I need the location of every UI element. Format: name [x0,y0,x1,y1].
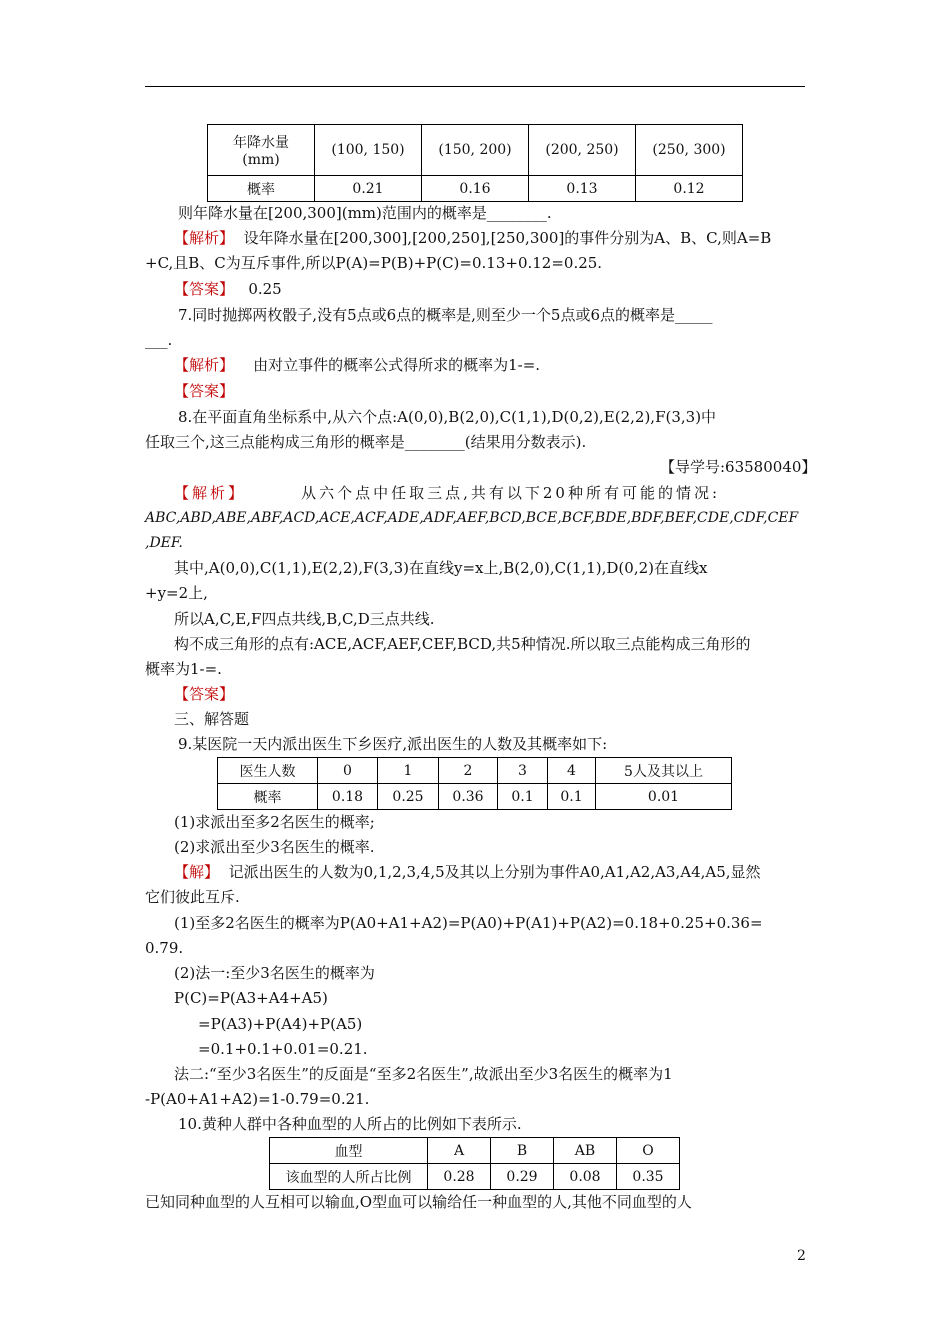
table-cell: 0.18 [318,784,378,810]
page-number: 2 [797,1248,806,1264]
q8-stem-line-2: 任取三个,这三点能构成三角形的概率是________(结果用分数表示). [145,433,587,451]
table-head-cell: 3 [498,758,548,784]
table-row-label: 该血型的人所占比例 [270,1164,428,1190]
table-cell: 0.25 [378,784,439,810]
table-cell: 0.13 [529,176,636,202]
section-title: 三、解答题 [174,710,250,728]
rainfall-table [207,124,743,202]
table-head-cell: 4 [548,758,596,784]
q8-text-line-3: 所以A,C,E,F四点共线,B,C,D三点共线. [174,610,435,628]
table-cell: 0.35 [617,1164,680,1190]
doctor-table [217,757,732,810]
table-cell: 0.28 [428,1164,491,1190]
table-cell: 0.16 [422,176,529,202]
table-head-cell: 2 [439,758,498,784]
table-cell: 0.29 [491,1164,554,1190]
table-cell: 0.1 [548,784,596,810]
analysis-tag: 【解析】 [174,229,235,247]
q7-answer [174,381,234,401]
q6-analysis-line-2: +C,且B、C为互斥事件,所以P(A)=P(B)+P(C)=0.13+0.12=0.25. [145,254,603,272]
q8-answer [174,684,234,704]
q7-stem-line-2: ___. [145,331,173,349]
blood-type-table [269,1137,680,1190]
table-head-cell: (100, 150) [315,125,422,176]
q9-stem: 9.某医院一天内派出医生下乡医疗,派出医生的人数及其概率如下: [178,735,608,753]
q10-text-line-1: 已知同种血型的人互相可以输血,O型血可以输给任一种血型的人,其他不同血型的人 [145,1193,692,1211]
q9-solution-line-4: 0.79. [145,939,184,957]
analysis-tag: 【解析】 [174,356,235,374]
q6-stem: 则年降水量在[200,300](mm)范围内的概率是________. [178,204,552,222]
q8-text-line-4: 构不成三角形的点有:ACE,ACF,AEF,CEF,BCD,共5种情况.所以取三点能构成三角形的 [174,635,751,653]
q7-stem-line-1: 7.同时抛掷两枚骰子,没有5点或6点的概率是,则至少一个5点或6点的概率是_____ [178,306,713,324]
q9-solution-line-5: (2)法一:至少3名医生的概率为 [174,964,375,982]
q9-sub-2: (2)求派出至少3名医生的概率. [174,838,375,856]
q10-stem: 10.黄种人群中各种血型的人所占的比例如下表所示. [178,1115,522,1133]
table-cell: 0.1 [498,784,548,810]
table-row-label: 概率 [218,784,318,810]
q6-answer: 【答案】 0.25 [174,280,282,298]
q9-solution-line-9: 法二:“至少3名医生”的反面是“至多2名医生”,故派出至少3名医生的概率为1 [174,1065,673,1083]
header-rule [145,86,805,87]
solution-tag: 【解】 [174,863,220,881]
table-cell: 0.01 [596,784,732,810]
q9-solution-line-1: 【解】 记派出医生的人数为0,1,2,3,4,5及其以上分别为事件A0,A1,A2,A3,A4,A5,显然 [174,863,761,881]
q8-combinations-line-2: ,DEF. [145,535,183,551]
table-head-cell: 医生人数 [218,758,318,784]
q8-analysis-line-1: 【解析】 从六个点中任取三点,共有以下20种所有可能的情况: [174,484,721,502]
q8-text-line-2: +y=2上, [145,584,208,602]
q9-solution-line-6: P(C)=P(A3+A4+A5) [174,989,328,1007]
table-head-cell: 0 [318,758,378,784]
table-head-cell: (150, 200) [422,125,529,176]
q8-text-line-5: 概率为1-=. [145,660,222,678]
q9-solution-line-8: =0.1+0.1+0.01=0.21. [198,1040,368,1058]
analysis-tag: 【解析】 [174,484,247,502]
guide-number: 【导学号:63580040】 [660,458,817,476]
table-head-cell: 年降水量 (mm) [208,125,315,176]
table-cell: 0.36 [439,784,498,810]
q9-solution-line-10: -P(A0+A1+A2)=1-0.79=0.21. [145,1090,370,1108]
q8-text-line-1: 其中,A(0,0),C(1,1),E(2,2),F(3,3)在直线y=x上,B(2,0),C(1,1),D(0,2)在直线x [174,559,708,577]
table-head-cell: O [617,1138,680,1164]
table-cell: 0.08 [554,1164,617,1190]
q8-combinations-line-1: ABC,ABD,ABE,ABF,ACD,ACE,ACF,ADE,ADF,AEF,BCD,BCE,BCF,BDE,BDF,BEF,CDE,CDF,CEF [145,510,799,526]
q7-analysis: 【解析】 由对立事件的概率公式得所求的概率为1-=. [174,356,541,374]
table-head-cell: 1 [378,758,439,784]
q6-analysis-line-1: 【解析】 设年降水量在[200,300],[200,250],[250,300]的事件分别为A、B、C,则A=B [174,229,772,247]
table-cell: 0.21 [315,176,422,202]
table-row-label: 概率 [208,176,315,202]
q9-solution-line-7: =P(A3)+P(A4)+P(A5) [198,1015,363,1033]
answer-tag: 【答案】 [174,382,235,400]
table-cell: 0.12 [636,176,743,202]
q8-stem-line-1: 8.在平面直角坐标系中,从六个点:A(0,0),B(2,0),C(1,1),D(0,2),E(2,2),F(3,3)中 [178,408,717,426]
table-head-cell: A [428,1138,491,1164]
table-head-cell: AB [554,1138,617,1164]
answer-tag: 【答案】 [174,280,235,298]
table-head-cell: 血型 [270,1138,428,1164]
table-head-cell: 5人及其以上 [596,758,732,784]
table-head-cell: B [491,1138,554,1164]
table-head-cell: (200, 250) [529,125,636,176]
answer-tag: 【答案】 [174,685,235,703]
q9-sub-1: (1)求派出至多2名医生的概率; [174,813,375,831]
q9-solution-line-3: (1)至多2名医生的概率为P(A0+A1+A2)=P(A0)+P(A1)+P(A2)=0.18+0.25+0.36= [174,914,763,932]
table-head-cell: (250, 300) [636,125,743,176]
q9-solution-line-2: 它们彼此互斥. [145,888,240,906]
